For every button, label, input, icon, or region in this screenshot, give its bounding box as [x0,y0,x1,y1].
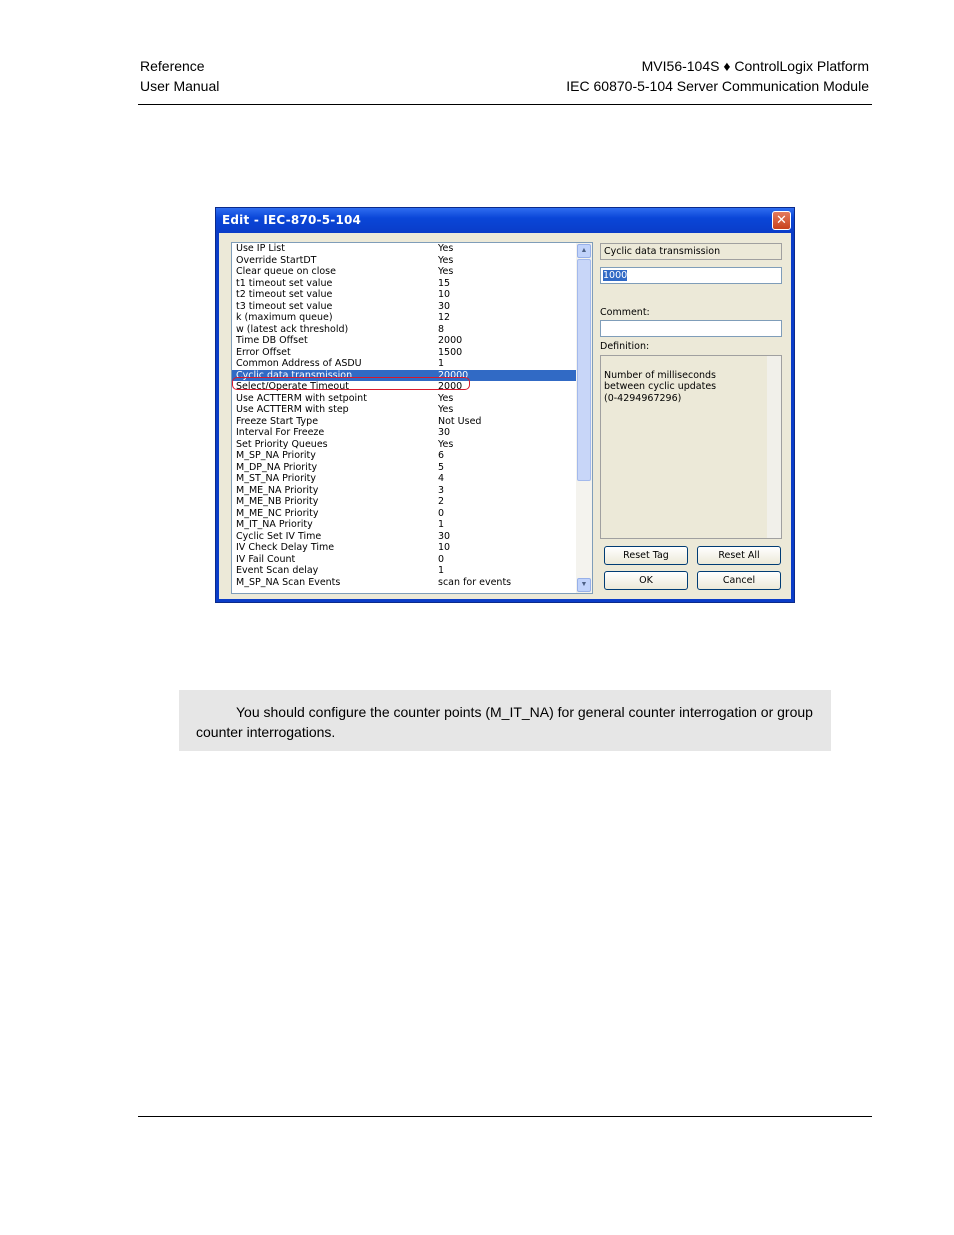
parameter-value: 20000 [438,369,469,381]
header-right [566,56,869,96]
comment-label: Comment: [600,307,650,318]
parameter-value: 5 [438,461,445,473]
value-input-text: 1000 [603,270,628,281]
parameter-row[interactable] [232,312,576,324]
parameter-list[interactable] [231,242,593,594]
parameter-value: 0 [438,553,445,565]
parameter-value: 12 [438,312,451,323]
parameter-row[interactable] [232,462,576,474]
parameter-row[interactable] [232,301,576,313]
dialog-titlebar[interactable] [216,208,794,233]
parameter-row[interactable] [232,485,576,497]
parameter-row[interactable] [232,370,576,382]
header-doc-type: User Manual [140,78,220,94]
scroll-up-button[interactable] [577,244,591,258]
parameter-name: Override StartDT [236,254,317,266]
parameter-name: M_ME_NB Priority [236,496,319,507]
parameter-row[interactable] [232,577,576,589]
parameter-value: 2000 [438,381,463,392]
ok-button[interactable]: OK [604,571,688,590]
list-scrollbar[interactable] [576,243,592,593]
parameter-row[interactable] [232,565,576,577]
parameter-row[interactable] [232,289,576,301]
parameter-value: 1500 [438,346,463,358]
parameter-value: Not Used [438,415,482,427]
parameter-row[interactable] [232,255,576,267]
note-text: You should configure the counter points (M_IT_NA) for general counter interrogation or group counter interrogations. [196,704,813,740]
parameter-value: 15 [438,277,451,289]
parameter-name: Freeze Start Type [236,415,319,427]
parameter-name: Use ACTTERM with setpoint [236,392,367,404]
parameter-value: Yes [438,243,454,254]
parameter-name: IV Fail Count [236,553,296,565]
parameter-value: 6 [438,450,445,461]
parameter-row[interactable] [232,404,576,416]
parameter-name: Use ACTTERM with step [236,404,349,415]
parameter-value: 1 [438,358,445,369]
parameter-value: Yes [438,438,454,450]
chevron-down-icon: ▼ [580,581,588,588]
parameter-row[interactable] [232,416,576,428]
parameter-value: 30 [438,427,451,438]
header-module: IEC 60870-5-104 Server Communication Module [566,78,869,94]
footer-rule [138,1116,872,1117]
parameter-name: M_IT_NA Priority [236,519,313,530]
parameter-row[interactable] [232,531,576,543]
parameter-value: 8 [438,323,445,335]
parameter-rows [232,243,576,588]
definition-text: Number of milliseconds between cyclic updates (0-4294967296) [604,369,717,404]
parameter-name: Clear queue on close [236,266,336,277]
parameter-name: M_ME_NA Priority [236,484,319,496]
close-button[interactable] [772,211,791,230]
parameter-row[interactable] [232,554,576,566]
parameter-name: t1 timeout set value [236,277,333,289]
parameter-name: t3 timeout set value [236,300,333,312]
parameter-row[interactable] [232,381,576,393]
comment-input[interactable] [600,320,782,337]
parameter-value: 30 [438,530,451,542]
parameter-name: Common Address of ASDU [236,358,362,369]
parameter-row[interactable] [232,519,576,531]
parameter-name: Cyclic data transmission [236,369,353,381]
parameter-row[interactable] [232,278,576,290]
reset-all-button[interactable]: Reset All [697,546,781,565]
parameter-value: Yes [438,404,454,415]
parameter-row[interactable] [232,243,576,255]
scroll-down-button[interactable] [577,578,591,592]
parameter-row[interactable] [232,496,576,508]
parameter-name: Set Priority Queues [236,438,328,450]
parameter-row[interactable] [232,335,576,347]
definition-box [600,355,782,539]
scroll-thumb[interactable] [577,259,591,481]
parameter-name: Time DB Offset [236,335,308,346]
parameter-value: Yes [438,266,454,277]
parameter-value: 2000 [438,335,463,346]
parameter-name: M_ST_NA Priority [236,473,316,484]
cancel-button[interactable]: Cancel [697,571,781,590]
parameter-value: 3 [438,484,445,496]
parameter-name: M_DP_NA Priority [236,461,318,473]
parameter-name: k (maximum queue) [236,312,333,323]
parameter-value: 4 [438,473,445,484]
parameter-name: Error Offset [236,346,291,358]
parameter-row[interactable] [232,473,576,485]
parameter-name: Cyclic Set IV Time [236,530,322,542]
chevron-up-icon: ▲ [580,247,588,254]
header-left [140,56,219,96]
parameter-row[interactable] [232,347,576,359]
reset-tag-button[interactable]: Reset Tag [604,546,688,565]
parameter-row[interactable] [232,439,576,451]
parameter-name: Event Scan delay [236,565,319,576]
parameter-name: t2 timeout set value [236,289,333,300]
parameter-value: Yes [438,392,454,404]
parameter-name: Select/Operate Timeout [236,381,349,392]
parameter-value: 10 [438,542,451,553]
value-input[interactable] [600,267,782,284]
parameter-value: 30 [438,300,451,312]
parameter-row[interactable] [232,324,576,336]
edit-dialog [215,207,795,603]
parameter-row[interactable] [232,427,576,439]
parameter-value: 10 [438,289,451,300]
definition-label: Definition: [600,341,650,352]
parameter-row[interactable] [232,266,576,278]
parameter-name: Interval For Freeze [236,427,325,438]
parameter-value: 2 [438,496,445,507]
dialog-client [219,233,791,599]
parameter-row[interactable] [232,393,576,405]
header-rule [138,104,872,105]
parameter-value: 0 [438,507,445,519]
parameter-name: Use IP List [236,243,285,254]
parameter-value: 1 [438,565,445,576]
parameter-name: M_SP_NA Scan Events [236,576,341,588]
parameter-name: w (latest ack threshold) [236,323,349,335]
parameter-row[interactable] [232,508,576,520]
parameter-row[interactable] [232,358,576,370]
parameter-value: 1 [438,519,445,530]
definition-scrollbar[interactable] [767,356,781,538]
dialog-title: Edit - IEC-870-5-104 [222,213,362,227]
parameter-row[interactable] [232,542,576,554]
header-section: Reference [140,58,205,74]
parameter-name: IV Check Delay Time [236,542,335,553]
close-icon: ✕ [776,213,787,228]
parameter-name: M_ME_NC Priority [236,507,319,519]
note-box [179,690,831,751]
parameter-row[interactable] [232,450,576,462]
selected-field-name: Cyclic data transmission [600,243,782,260]
header-product: MVI56-104S ♦ ControlLogix Platform [641,58,869,74]
parameter-name: M_SP_NA Priority [236,450,316,461]
parameter-value: Yes [438,254,454,266]
parameter-value: scan for events [438,576,512,588]
